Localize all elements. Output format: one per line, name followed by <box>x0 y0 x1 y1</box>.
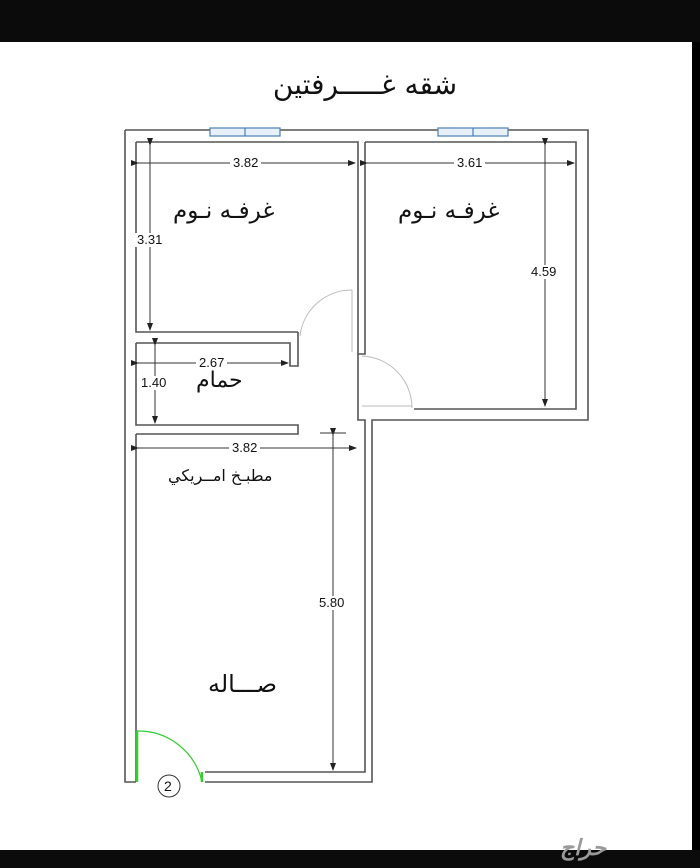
bedroom1-width-label: 3.82 <box>230 156 261 170</box>
kitchen-width-label: 3.82 <box>229 441 260 455</box>
walls <box>125 130 588 782</box>
bath-width-label: 2.67 <box>196 356 227 370</box>
bedroom2-name: غرفـه نـوم <box>398 198 500 224</box>
entrance-marker-number: 2 <box>164 778 172 794</box>
bedroom2-width-label: 3.61 <box>454 156 485 170</box>
bedroom2-height-label: 4.59 <box>528 265 559 279</box>
window-bedroom-1 <box>210 128 280 136</box>
bath-name: حمام <box>196 368 243 393</box>
entrance-door <box>137 731 202 782</box>
plan-title: شقه غـــــرفتين <box>272 68 458 101</box>
bedroom1-name: غرفـه نـوم <box>173 198 275 224</box>
window-bedroom-2 <box>438 128 508 136</box>
interior-doors <box>300 290 412 408</box>
salon-name: صـــاله <box>208 670 277 698</box>
watermark-logo: حراج <box>560 836 607 861</box>
kitchen-name: مطبـخ امــريكي <box>168 466 273 485</box>
bedroom1-height-label: 3.31 <box>134 233 165 247</box>
salon-height-label: 5.80 <box>316 596 347 610</box>
bath-height-label: 1.40 <box>138 376 169 390</box>
